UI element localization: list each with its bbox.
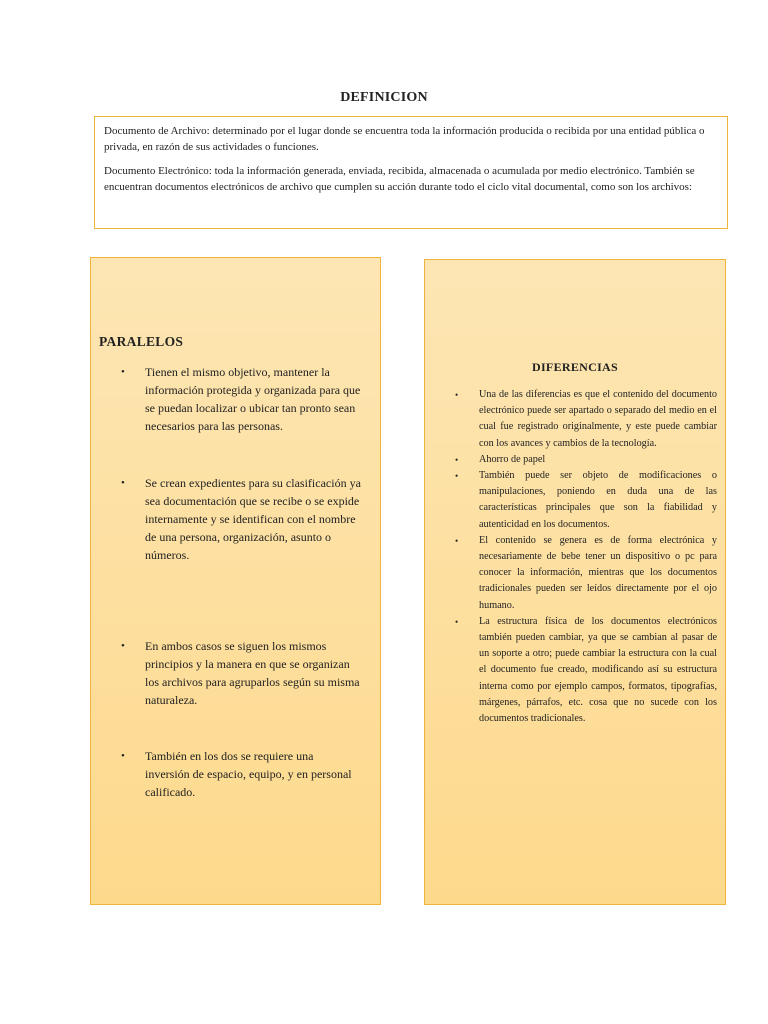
definition-document-archive: Documento de Archivo: determinado por el lugar donde se encuentra toda la información producida o recibida por una entidad pública o privada, en razón de sus actividades o funciones. (104, 125, 705, 153)
page-title: DEFINICION (340, 90, 428, 105)
diferencias-item-text: La estructura física de los documentos electrónicos también pueden cambiar, ya que se cambian al pasar de un soporte a otro; puede cambiar la estructura con la cual el documento fue creado, modificando así su estructura interna como por ejemplo campos, formatos, tipografías, márgenes, párrafos, etc. cosa que no sucede con los documentos tradicionales. (479, 615, 717, 725)
diferencias-item-text: El contenido se genera es de forma electrónica y necesariamente de bebe tener un dispositivo o pc para conocer la información, mientras que los documentos tradicionales pueden ser leídos directamente por el ojo humano. (479, 534, 717, 611)
diferencias-item (455, 452, 717, 468)
diferencias-panel (424, 259, 726, 905)
bullet-icon: • (121, 366, 125, 378)
diferencias-item (455, 614, 717, 727)
diferencias-heading: DIFERENCIAS (532, 360, 618, 374)
diferencias-item-text: También puede ser objeto de modificaciones o manipulaciones, poniendo en duda una de las características principales que son la fiabilidad y autenticidad en los documentos. (479, 470, 717, 530)
diferencias-item-text: Una de las diferencias es que el contenido del documento electrónico puede ser apartado o separado del medio en el cual fue registrado originalmente, y este puede cambiar con los avances y cambios de la tecnología. (479, 389, 717, 449)
bullet-icon: • (455, 390, 459, 400)
bullet-icon: • (455, 616, 459, 627)
diferencias-item-text: Ahorro de papel (479, 453, 546, 465)
paralelos-heading: PARALELOS (99, 334, 184, 349)
paralelos-item (121, 363, 361, 435)
definition-electronic-document: Documento Electrónico: toda la información generada, enviada, recibida, almacenada o acumulada por medio electrónico. También se encuentran documentos electrónicos de archivo que cumplen su acción durante todo el ciclo vital documental, como son los archivos: (104, 165, 695, 193)
paralelos-item-text: En ambos casos se siguen los mismos principios y la manera en que se organizan los archivos para agruparlos según su misma naturaleza. (145, 639, 360, 707)
definition-box (94, 116, 728, 229)
diferencias-item (455, 468, 717, 533)
diferencias-item (455, 533, 717, 614)
diferencias-list (455, 387, 717, 727)
bullet-icon: • (121, 750, 125, 762)
diferencias-item (455, 387, 717, 452)
paralelos-item (121, 474, 361, 564)
bullet-icon: • (455, 471, 459, 482)
paralelos-item (121, 747, 361, 801)
bullet-icon: • (455, 535, 459, 546)
paralelos-item-text: Se crean expedientes para su clasificación ya sea documentación que se recibe o se expide internamente y se identifican con el nombre de una persona, organización, asunto o números. (145, 476, 361, 562)
paralelos-item-text: Tienen el mismo objetivo, mantener la información protegida y organizada para que se puedan localizar o ubicar tan pronto sean necesarios para las personas. (145, 365, 361, 433)
bullet-icon: • (455, 454, 459, 465)
bullet-icon: • (121, 640, 125, 652)
paralelos-item (121, 637, 361, 709)
bullet-icon: • (121, 477, 125, 489)
paralelos-item-text: También en los dos se requiere una inversión de espacio, equipo, y en personal calificado. (145, 749, 352, 799)
paralelos-panel (90, 257, 381, 905)
